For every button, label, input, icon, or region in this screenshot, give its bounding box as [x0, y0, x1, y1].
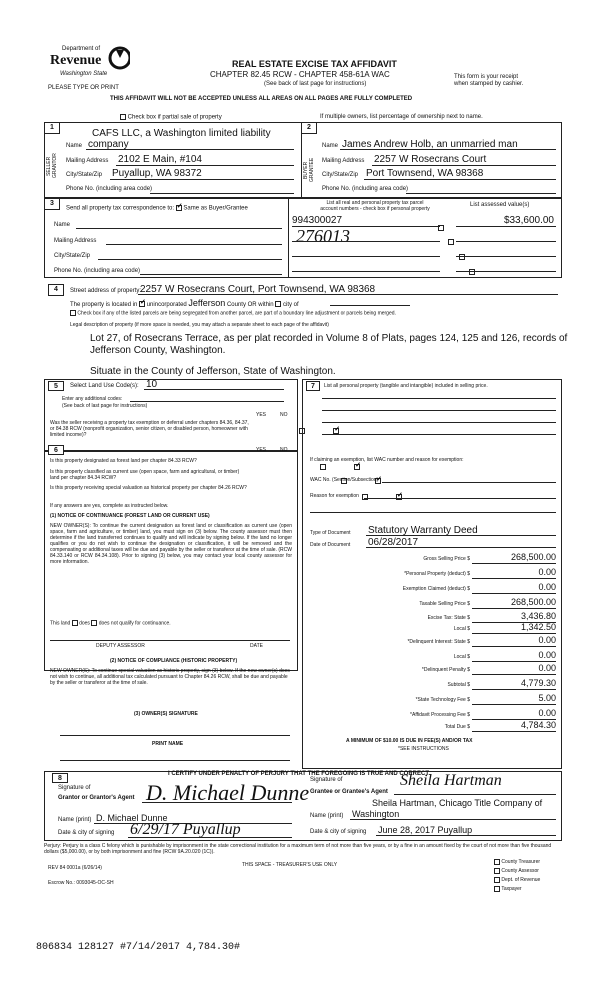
tax-row-value: 4,779.30 [520, 678, 556, 688]
buyer-phone-field[interactable] [406, 193, 556, 194]
certify-statement: I CERTIFY UNDER PENALTY OF PERJURY THAT THE FOREGOING IS TRUE AND CORRECT. [168, 771, 431, 777]
same-as-buyer-label: Same as Buyer/Grantee [183, 205, 248, 212]
city-of-label: city of [282, 302, 299, 308]
doc-date-label: Date of Document [310, 542, 351, 548]
print-name-label: PRINT NAME [152, 741, 184, 747]
perjury-notice: Perjury: Perjury is a class C felony which is punishable by imprisonment in the state correctional institution for a maximum term of not more than five years, or by a fine in an amount fixed by the court of not more than five thousand dollars ($5,000.00), or by both imprisonment and fine (RCW 9A.20.020 (1C)). [44, 843, 552, 855]
tax-row-label: *Delinquent Interest: State $ [407, 639, 470, 645]
tax-row-field[interactable] [472, 674, 556, 675]
buyer-side-label: BUYER GRANTEE [303, 157, 315, 183]
print-name-line[interactable] [60, 760, 290, 761]
tax-row-label: Excise Tax: State $ [427, 615, 470, 621]
section5-question1: Was the seller receiving a property tax exemption or deferral under chapters 84.36, 84.37, or 84.38 RCW (nonprofit organization, senior citizen, or disabled person, homeowner with limited income)? [50, 420, 249, 438]
additional-codes-label: Enter any additional codes: [62, 396, 123, 402]
parcel-line3[interactable] [292, 256, 440, 257]
deputy-assessor-line[interactable] [50, 640, 290, 641]
personal-property-label: List all personal property (tangible and intangible) included in selling price. [324, 383, 488, 389]
grantee-agent-label: Grantee or Grantee's Agent [310, 789, 388, 795]
unincorporated-label: unincorporated [146, 302, 187, 308]
tax-row-field[interactable] [472, 661, 556, 662]
grantee-signature: Sheila Hartman [400, 772, 502, 789]
parcel-1: 994300027 [292, 215, 343, 226]
additional-codes-field[interactable] [130, 401, 284, 402]
owner-signature-line[interactable] [60, 735, 290, 736]
grantee-name-field[interactable] [350, 819, 556, 820]
doc-type-label: Type of Document [310, 530, 351, 536]
buyer-mailing-label: Mailing Address [322, 158, 365, 164]
parcel-header [300, 200, 450, 212]
grantor-name-label: Name (print) [58, 817, 92, 823]
partial-sale-label: Check box if partial sale of property [127, 114, 222, 121]
grantee-note: Sheila Hartman, Chicago Title Company of [372, 798, 543, 808]
reason-label: Reason for exemption [310, 493, 359, 499]
assessed-header: List assessed value(s) [470, 202, 530, 208]
grantee-name-label: Name (print) [310, 813, 344, 819]
parcel2-personal-checkbox[interactable] [448, 239, 454, 245]
tax-row-field[interactable] [472, 689, 556, 690]
land-qualify-row [50, 620, 171, 626]
tax-row-field[interactable] [472, 563, 556, 564]
tax-row-value: 5.00 [538, 693, 556, 703]
section5-yes: YES [256, 412, 267, 418]
legal-line1: Lot 27, of Rosecrans Terrace, as per plat recorded in Volume 8 of Plats, pages 124, 125 and 126, records of [90, 333, 568, 344]
copy-assessor: County Assessor [501, 868, 539, 874]
receipt-note1: This form is your receipt [454, 74, 519, 80]
section5-num: 5 [48, 381, 64, 391]
corr-name-field[interactable] [76, 228, 282, 229]
segregated-checkbox[interactable] [70, 310, 76, 316]
section6-q3: Is this property receiving special valuation as historical property per chapter 84.26 RCW? [50, 485, 247, 491]
copy-assessor-checkbox[interactable] [494, 868, 500, 874]
section3-divider [288, 198, 289, 278]
same-as-buyer-checkbox[interactable] [176, 205, 182, 211]
tax-row-field[interactable] [472, 593, 556, 594]
tax-row-field[interactable] [472, 578, 556, 579]
tax-row-label: *State Technology Fee $ [415, 697, 470, 703]
corr-mailing-label: Mailing Address [54, 238, 97, 244]
personal-line2[interactable] [322, 410, 556, 411]
section5-no: NO [280, 412, 288, 418]
notice1-title: (1) NOTICE OF CONTINUANCE (FOREST LAND OR CURRENT USE) [50, 513, 210, 519]
tax-row-value: 0.00 [538, 582, 556, 592]
form-chapter: CHAPTER 82.45 RCW - CHAPTER 458-61A WAC [210, 70, 390, 79]
unincorporated-checkbox[interactable] [139, 301, 145, 307]
section6-yes: YES [256, 447, 267, 453]
location-row [70, 298, 299, 308]
section8-num: 8 [52, 773, 68, 783]
tax-row-value: 4,784.30 [520, 720, 556, 730]
tax-row-value: 0.00 [538, 635, 556, 645]
tax-row-label: Subtotal $ [447, 682, 470, 688]
partial-sale-checkbox[interactable] [120, 114, 126, 120]
send-correspondence [66, 205, 248, 212]
notice1-body: NEW OWNER(S): To continue the current designation as forest land or classification as current use (open space, farm and agriculture, or timber) land, you must sign on (3) below. The county assessor must then determine if the land transferred continues to qualify and will indicate by signing below. If the land no longer qualifies or you do not wish to continue the designation or classification, it will be removed and the compensating or additional taxes will be due and payable by the seller or transferor at the time of sale. (RCW 84.33.140 or RCW 84.34.108). Prior to signing (3) below, you may contact your local county assessor for more information. [50, 523, 292, 565]
owner-signature-label: (3) OWNER(S) SIGNATURE [134, 711, 198, 717]
assessed-line3[interactable] [456, 256, 556, 257]
minimum-due: A MINIMUM OF $10.00 IS DUE IN FEE(S) AND/OR TAX [346, 738, 473, 744]
grantee-signature-line[interactable] [394, 794, 556, 795]
grantee-date: June 28, 2017 Puyallup [378, 825, 473, 835]
wac-label: WAC No. (Section/Subsection) [310, 477, 379, 483]
section6-if-yes: If any answers are yes, complete as instructed below. [50, 503, 169, 509]
grantor-name: D. Michael Dunne [96, 813, 168, 823]
tax-row-label: Taxable Selling Price $ [419, 601, 470, 607]
tax-row-label: Exemption Claimed (deduct) $ [402, 586, 470, 592]
notice2-title: (2) NOTICE OF COMPLIANCE (HISTORIC PROPERTY) [110, 658, 238, 664]
doc-date: 06/28/2017 [368, 537, 419, 548]
type-or-print: PLEASE TYPE OR PRINT [48, 85, 119, 91]
grantor-date-label: Date & city of signing [58, 830, 115, 836]
grantor-date: 6/29/17 Puyallup [130, 821, 241, 838]
assessed-line4[interactable] [456, 271, 556, 272]
tax-row-label: *Personal Property (deduct) $ [404, 571, 470, 577]
corr-mailing-field[interactable] [106, 244, 282, 245]
parcel-line2[interactable] [292, 241, 440, 242]
buyer-city-field[interactable] [364, 179, 556, 180]
grantee-date-field[interactable] [376, 835, 556, 836]
copy-dor: Dept. of Revenue [501, 877, 541, 883]
tax-row-label: Total Due $ [444, 724, 470, 730]
tax-row-label: Gross Selling Price $ [423, 556, 470, 562]
section6-num: 6 [48, 445, 64, 455]
seller-mailing-label: Mailing Address [66, 158, 109, 164]
section5-see-back: (See back of last page for instructions) [62, 403, 148, 409]
wac-field[interactable] [382, 482, 556, 483]
tax-row-label: Local $ [453, 654, 470, 660]
tax-row-label: Local $ [453, 626, 470, 632]
seller-side-label: SELLER GRANTOR [46, 153, 58, 179]
escrow-no: Escrow No.: 0093045-OC-SH [48, 880, 114, 886]
city-of-checkbox[interactable] [275, 301, 281, 307]
grantee-date-label: Date & city of signing [310, 829, 367, 835]
does-checkbox[interactable] [72, 620, 78, 626]
copy-taxpayer-checkbox[interactable] [494, 886, 500, 892]
buyer-name: James Andrew Holb, an unmarried man [342, 139, 518, 150]
tax-row-label: *Affidavit Processing Fee $ [410, 712, 470, 718]
tax-row-value: 0.00 [538, 650, 556, 660]
does-not-checkbox[interactable] [91, 620, 97, 626]
tax-row-field[interactable] [472, 608, 556, 609]
cashier-stamp: 806834 128127 #7/14/2017 4,784.30# [36, 942, 241, 953]
land-use-field[interactable] [144, 389, 284, 390]
tax-row-field[interactable] [472, 704, 556, 705]
county-or-within-label: County OR within [226, 302, 274, 308]
parcel1-personal-checkbox[interactable] [438, 225, 444, 231]
personal-line1[interactable] [322, 398, 556, 399]
seller-city-field[interactable] [110, 179, 294, 180]
reason-field2[interactable] [310, 512, 556, 513]
grantor-date-field[interactable] [128, 837, 292, 838]
corr-phone-label: Phone No. (including area code) [54, 268, 141, 274]
receipt-note2: when stamped by cashier. [454, 81, 524, 87]
grantee-name: Washington [352, 809, 400, 819]
legal-line2: Jefferson County, Washington. [90, 345, 226, 356]
seller-mailing: 2102 E Main, #104 [118, 154, 202, 165]
grantor-signature: D. Michael Dunne [146, 780, 310, 805]
section4-num: 4 [48, 284, 64, 296]
parcel-header2: account numbers - check box if personal property [320, 206, 430, 212]
land-use-label: Select Land Use Code(s): [70, 383, 139, 389]
copy-treasurer-checkbox[interactable] [494, 859, 500, 865]
treasurer-use: THIS SPACE - TREASURER'S USE ONLY [242, 862, 338, 868]
property-street: 2257 W Rosecrans Court, Port Townsend, WA 98368 [140, 284, 376, 295]
legal-label: Legal description of property (if more space is needed, you may attach a separate sheet to each page of the affidavit) [70, 322, 329, 328]
reason-field[interactable] [364, 498, 556, 499]
tax-row-field[interactable] [472, 731, 556, 732]
dept-line1: Department of [62, 46, 101, 52]
see-instructions: *SEE INSTRUCTIONS [398, 746, 449, 752]
section2-num: 2 [301, 122, 317, 134]
seller-name-line1: CAFS LLC, a Washington limited liability [92, 128, 271, 139]
buyer-name-label: Name [322, 143, 339, 149]
exemption-label: If claiming an exemption, list WAC number and reason for exemption: [310, 457, 464, 463]
does-not-label: does not qualify for continuance. [98, 620, 171, 627]
seller-mailing-field[interactable] [116, 165, 294, 166]
tax-row-value: 0.00 [538, 663, 556, 673]
doc-type: Statutory Warranty Deed [368, 525, 478, 536]
section6-no: NO [280, 447, 288, 453]
doc-date-field[interactable] [366, 547, 556, 548]
parcel-1-handwritten: 276013 [296, 226, 350, 246]
located-in-label: The property is located in [70, 302, 138, 308]
deputy-assessor-label: DEPUTY ASSESSOR [96, 643, 145, 649]
assessed-line2[interactable] [456, 241, 556, 242]
send-label: Send all property tax correspondence to: [66, 205, 175, 212]
city-of-field[interactable] [330, 305, 410, 306]
dept-line2: Revenue [50, 53, 102, 68]
buyer-mailing-field[interactable] [372, 165, 556, 166]
assessed-line1[interactable] [456, 226, 556, 227]
section6-q1: Is this property designated as forest land per chapter 84.33 RCW? [50, 458, 197, 464]
corr-phone-field[interactable] [140, 274, 282, 275]
copy-taxpayer: Taxpayer [501, 886, 522, 892]
tax-row-value: 268,500.00 [510, 552, 556, 562]
tax-row-value: 268,500.00 [510, 597, 556, 607]
seller-name-field[interactable] [86, 149, 294, 150]
land-use-code: 10 [146, 379, 158, 390]
see-back: (See back of last page for instructions) [264, 81, 367, 87]
buyer-city-label: City/State/Zip [322, 172, 359, 178]
buyer-city: Port Townsend, WA 98368 [366, 168, 484, 179]
tax-row-value: 0.00 [538, 708, 556, 718]
section7-num: 7 [306, 381, 320, 391]
warning: THIS AFFIDAVIT WILL NOT BE ACCEPTED UNLESS ALL AREAS ON ALL PAGES ARE FULLY COMPLETED [110, 96, 413, 102]
form-title: REAL ESTATE EXCISE TAX AFFIDAVIT [232, 59, 397, 69]
grantee-signature-label: Signature of [310, 777, 343, 783]
form-rev: REV 84 0001a (6/26/14) [48, 865, 102, 871]
seller-city-label: City/State/Zip [66, 172, 103, 178]
tax-row-label: *Delinquent Penalty $ [421, 667, 470, 673]
section1-num: 1 [44, 122, 60, 134]
deputy-date-label: DATE [250, 643, 263, 649]
segregated-row [70, 310, 396, 316]
buyer-phone-label: Phone No. (including area code) [322, 186, 409, 192]
seller-name-line2: company [88, 139, 129, 150]
personal-line4[interactable] [322, 434, 556, 435]
multiple-owners: If multiple owners, list percentage of ownership next to name. [320, 114, 483, 120]
county-name: Jefferson [188, 298, 226, 308]
tax-row-value: 1,342.50 [520, 622, 556, 632]
dept-line3: Washington State [60, 71, 108, 77]
tax-row-value: 0.00 [538, 567, 556, 577]
street-field[interactable] [138, 294, 558, 295]
tax-row-value: 3,436.80 [520, 611, 556, 621]
segregated-label: Check box if any of the listed parcels are being segregated from another parcel, are part of a boundary line adjustment or parcels being merged. [77, 310, 396, 317]
tax-row-field[interactable] [472, 633, 556, 634]
notice2-body: NEW OWNER(S): To continue special valuation as historic property, sign (3) below. If the new owner(s) does not wish to continue, all additional tax calculated pursuant to Chapter 84.26 RCW, shall be due and payable by the seller or transferor at the time of sale. [50, 668, 290, 686]
land-label: This land [50, 620, 71, 627]
tax-row-field[interactable] [472, 646, 556, 647]
street-label: Street address of property: [70, 288, 142, 294]
partial-sale-row [120, 114, 222, 121]
corr-name-label: Name [54, 222, 71, 228]
corr-city-field[interactable] [98, 259, 282, 260]
parcel-header1: List all real and personal property tax parcel [326, 200, 424, 206]
buyer-mailing: 2257 W Rosecrans Court [374, 154, 487, 165]
seller-phone-field[interactable] [150, 193, 294, 194]
parcel-line1[interactable] [292, 226, 440, 227]
grantor-signature-label: Signature of [58, 785, 91, 791]
parcel-line4[interactable] [292, 271, 440, 272]
section3-num: 3 [44, 198, 60, 210]
copy-distribution [494, 858, 540, 894]
seller-name-label: Name [66, 143, 83, 149]
seller-phone-label: Phone No. (including area code) [66, 186, 153, 192]
legal-line3: Situate in the County of Jefferson, State of Washington. [90, 366, 336, 377]
copy-dor-checkbox[interactable] [494, 877, 500, 883]
grantor-signature-line[interactable] [142, 802, 292, 803]
doc-type-field[interactable] [366, 535, 556, 536]
buyer-name-field[interactable] [340, 149, 556, 150]
personal-line3[interactable] [322, 422, 556, 423]
assessed-1: $33,600.00 [503, 215, 554, 226]
seller-city: Puyallup, WA 98372 [112, 168, 202, 179]
corr-city-label: City/State/Zip [54, 253, 91, 259]
does-label: does [79, 620, 90, 627]
grantor-agent-label: Grantor or Grantor's Agent [58, 795, 135, 801]
copy-treasurer: County Treasurer [501, 859, 541, 865]
section6-q2: Is this property classified as current use (open space, farm and agricultural, or timber) land per chapter 84.34 RCW? [50, 469, 240, 481]
